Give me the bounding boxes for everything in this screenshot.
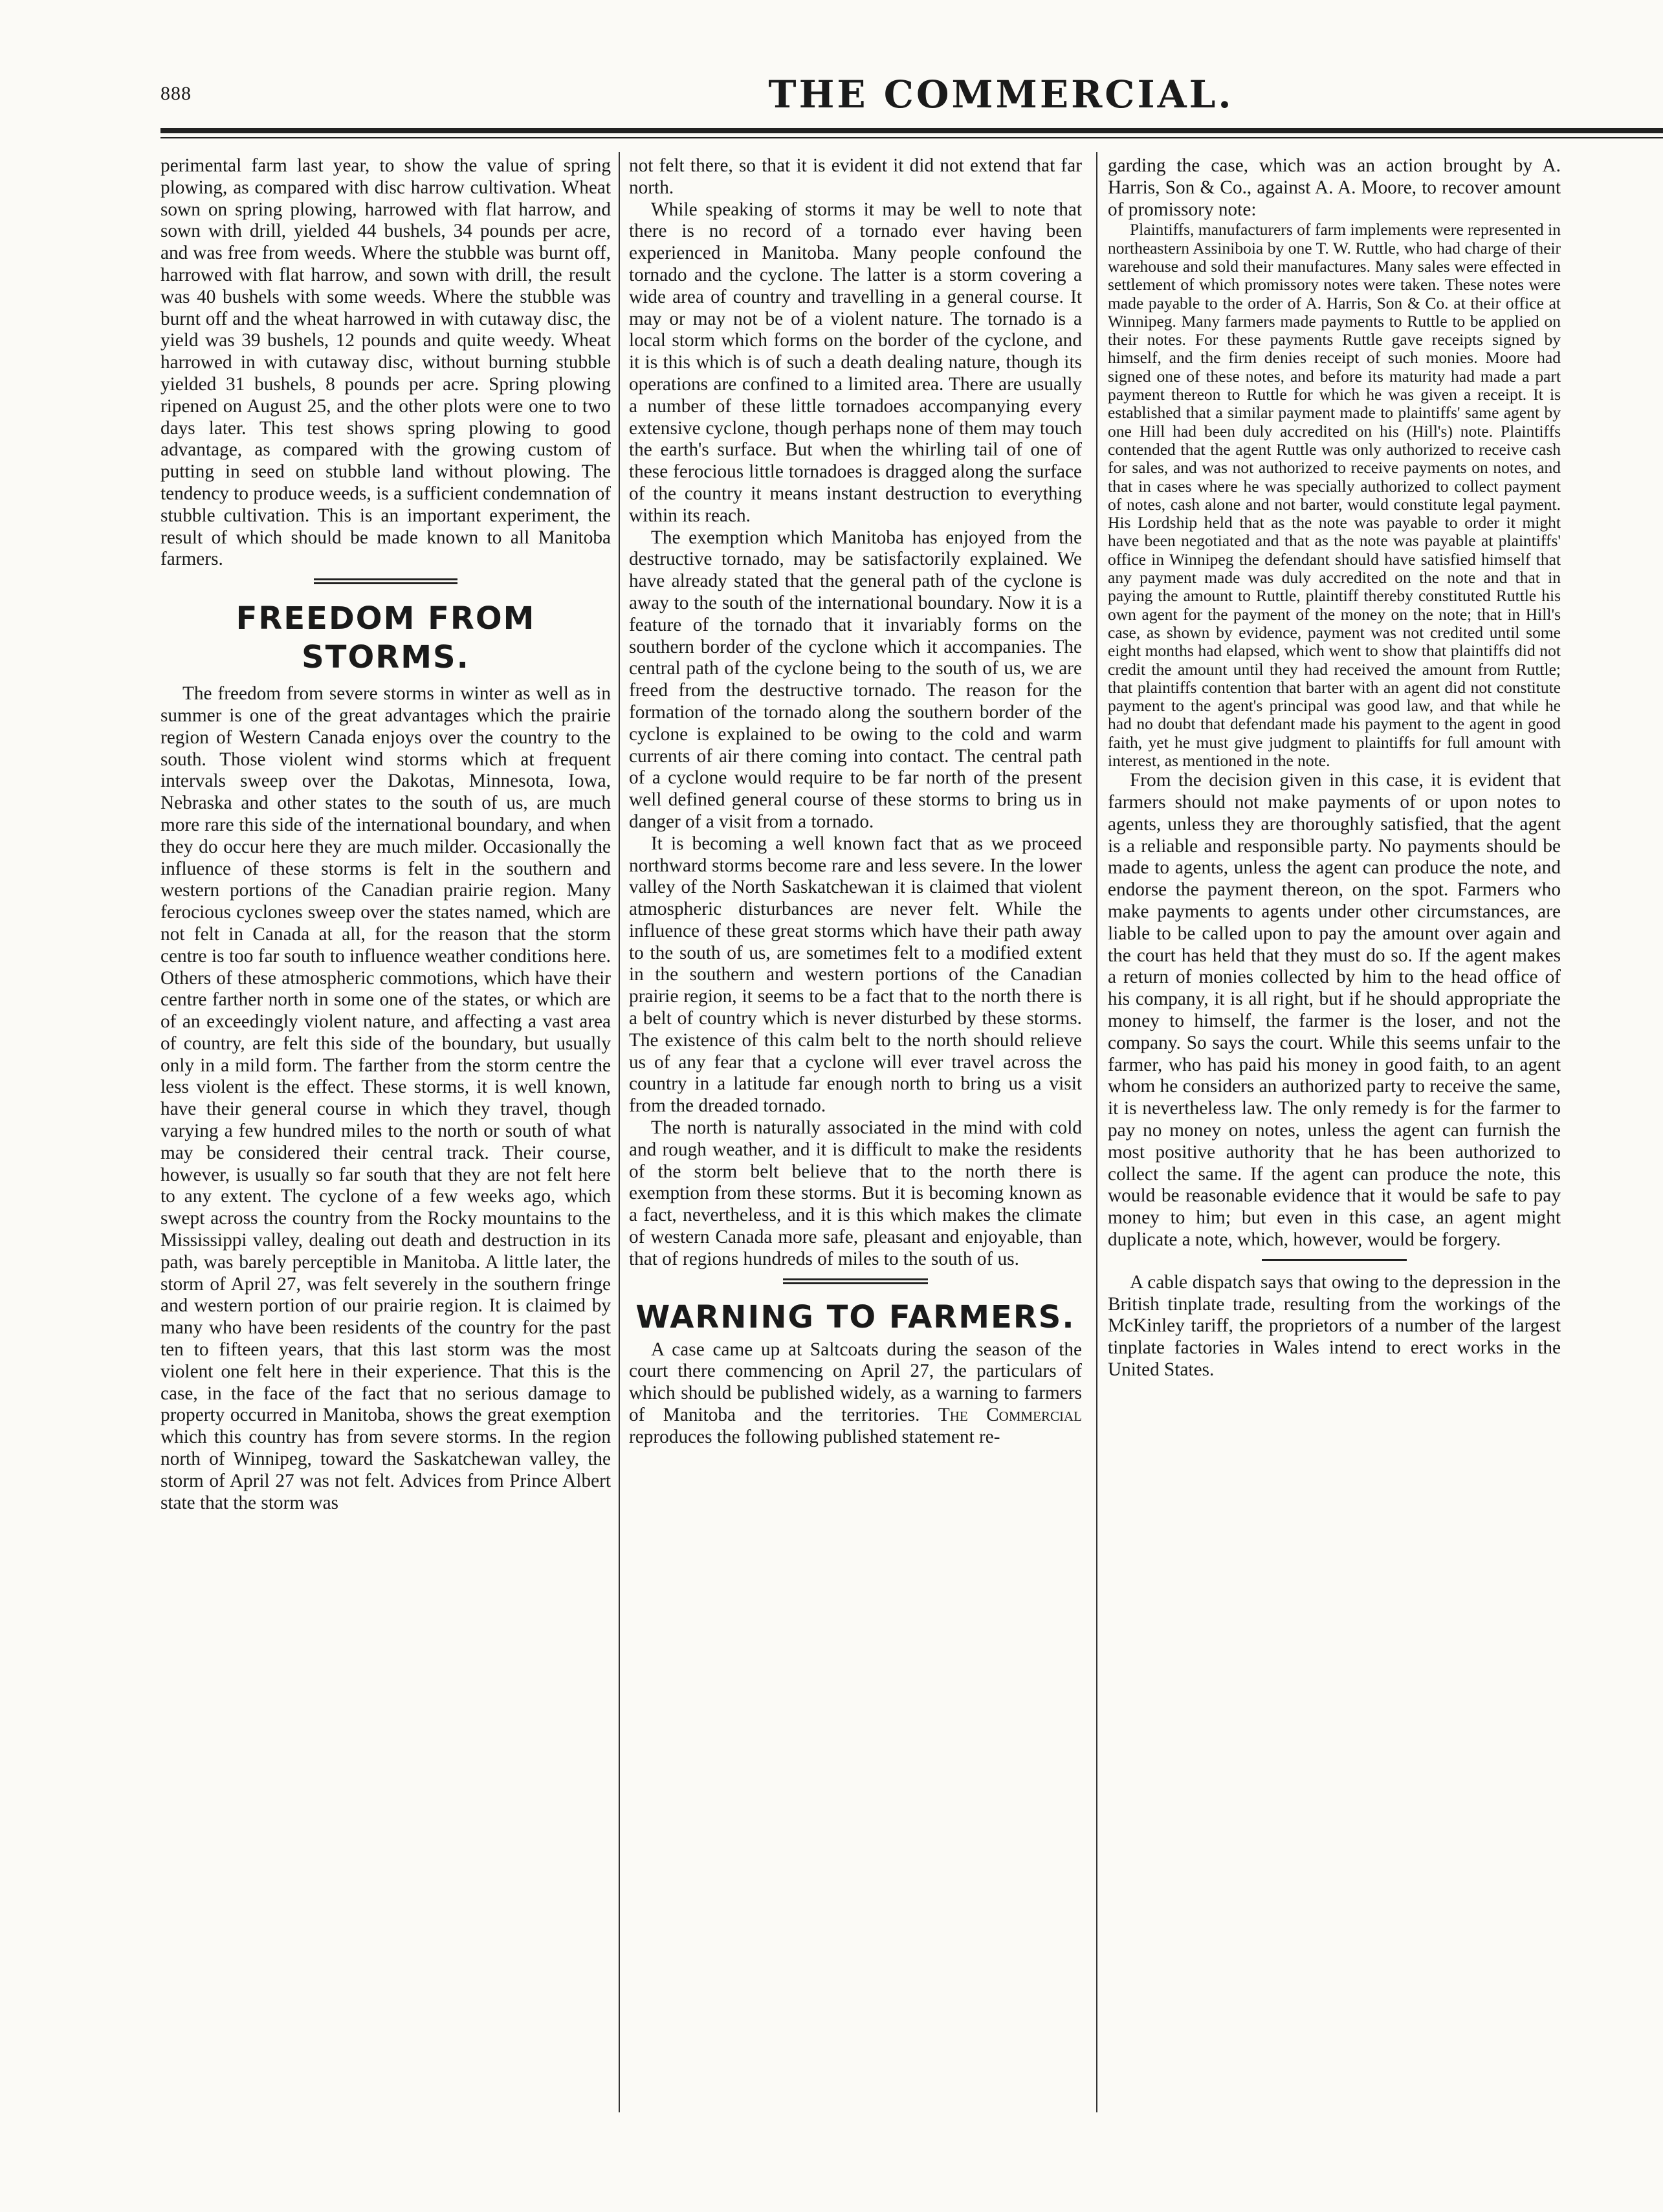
storms-paragraph-2: not felt there, so that it is evident it did not extend that far north.	[629, 155, 1082, 198]
court-statement: Plaintiffs, manufacturers of farm implements were represented in northeastern Assiniboia by one T. W. Ruttle, who had charge of their warehouse and sold their manufactures. Many sales were effected in settlement of which promissory notes were taken. These notes were made payable to the order of A. Harris, Son & Co. at their office at Winnipeg. Many farmers made payments to Ruttle to be applied on their notes. For these payments Ruttle gave receipts signed by himself, and the firm denies receipt of such monies. Moore had signed one of these notes, and before its maturity had made a part payment thereon to Ruttle for which he was given a receipt. It is established that a similar payment made to plaintiffs' same agent by one Hill had been duly accredited on his (Hill's) note. Plaintiffs contended that the agent Ruttle was only authorized to receive cash for sales, and was not authorized to receive payments on notes, and that in cases where he was specially authorized to collect payment of notes, cash alone and not barter, would constitute legal payment. His Lordship held that as the note was payable to order it might have been negotiated and that as the note was payable at plaintiffs' office in Winnipeg the defendant should have satisfied himself that any payment made was duly accredited on the note and that in paying the amount to Ruttle, plaintiff thereby constituted Ruttle his own agent for the payment of the money on the note; that in Hill's case, as shown by evidence, payment was not credited until some eight months had elapsed, which went to show that plaintiffs did not credit the amount until they had received the amount from Ruttle; that plaintiffs contention that barter with an agent did not constitute payment to the agent's principal was good law, and that while he had no doubt that defendant made his payment to the agent in good faith, yet he must give judgment to plaintiffs for full amount with interest, as mentioned in the note.	[1108, 220, 1561, 770]
storms-paragraph-4: The exemption which Manitoba has enjoyed from the destructive tornado, may be satisfactorily explained. We have already stated that the general path of the cyclone is away to the south of the international boundary. Now it is a feature of the tornado that it invariably forms on the southern border of the cyclone which it accompanies. The central path of the cyclone being to the south of us, we are freed from the destructive tornado. The reason for the formation of the tornado along the southern border of the cyclone is explained to be owing to the cold and warm currents of air there coming into contact. The central path of a cyclone would require to be far north of the present well defined general course of these storms to bring us in danger of a visit from a tornado.	[629, 527, 1082, 832]
section-separator	[629, 1271, 1082, 1291]
warning-text-before: A case came up at Saltcoats during the season of the court there commencing on April 27, the particulars of which should be published widely, as a warning to farmers of Manitoba and the territories.	[629, 1339, 1082, 1426]
column-2	[629, 155, 1082, 2167]
storms-paragraph-5: It is becoming a well known fact that as we proceed northward storms become rare and less severe. In the lower valley of the North Saskatchewan it is claimed that violent atmospheric disturbances are never felt. While the influence of these great storms which have their path away to the south of us, are sometimes felt to a modified extent in the southern and western portions of the Canadian prairie region, it seems to be a fact that to the north there is a belt of country which is never disturbed by these storms. The existence of this calm belt to the north should relieve us of any fear that a cyclone will ever travel across the country in a latitude far enough north to bring us a visit from the dreaded tornado.	[629, 833, 1082, 1117]
column-3	[1108, 155, 1561, 2167]
warning-paragraph-2: garding the case, which was an action brought by A. Harris, Son & Co., against A. A. Moore, to recover amount of promissory note:	[1108, 155, 1561, 220]
warning-text-after: reproduces the following published statement re-	[629, 1426, 1000, 1447]
tinplate-news-item: A cable dispatch says that owing to the depression in the British tinplate trade, resulting from the workings of the McKinley tariff, the proprietors of a number of the largest tinplate factories in Wales intend to erect works in the United States.	[1108, 1271, 1561, 1381]
column-rule-1	[619, 152, 620, 2112]
farm-experiment-paragraph: perimental farm last year, to show the value of spring plowing, as compared with disc harrow cultivation. Wheat sown on spring plowing, harrowed with flat harrow, and sown with drill, yielded 44 bushels, 34 pounds per acre, and was free from weeds. Where the stubble was burnt off, harrowed with flat harrow, and sown with drill, the result was 40 bushels with some weeds. Where the stubble was burnt off and the wheat harrowed in with cutaway disc, the yield was 39 bushels, 12 pounds and quite weedy. Wheat harrowed in with cutaway disc, without burning stubble yielded 31 bushels, 8 pounds per acre. Spring plowing ripened on August 25, and the other plots were one to two days later. This test shows spring plowing to good advantage, as compared with the growing custom of putting in seed on stubble land without plowing. The tendency to produce weeds, is a sufficient condemnation of stubble cultivation. This is an important experiment, the result of which should be made known to all Manitoba farmers.	[160, 155, 611, 570]
newspaper-title: THE COMMERCIAL.	[768, 72, 1234, 116]
storms-paragraph-1: The freedom from severe storms in winter as well as in summer is one of the great advantages which the prairie region of Western Canada enjoys over the country to the south. Those violent wind storms which at frequent intervals sweep over the Dakotas, Minnesota, Iowa, Nebraska and other states to the south of us, are much more rare this side of the international boundary, and when they do occur here they are much milder. Occasionally the influence of these storms is felt in the southern and western portions of the Canadian prairie region. Many ferocious cyclones sweep over the states named, which are not felt in Canada at all, for the reason that the storm centre is too far south to influence weather conditions here. Others of these atmospheric commotions, which have their centre farther north in some one of the states, or which are of an exceedingly violent nature, and affecting a vast area of country, are felt this side of the boundary, but usually only in a mild form. The farther from the storm centre the less violent is the effect. These storms, it is well known, have their general course in which they travel, though varying a few hundred miles to the north or south of what may be considered their central track. Their course, however, is usually so far south that they are not felt here to any extent. The cyclone of a few weeks ago, which swept across the country from the Rocky mountains to the Mississippi valley, dealing out death and destruction in its path, was barely perceptible in Manitoba. A little later, the storm of April 27, was felt severely in the southern fringe and western portion of our prairie region. It is claimed by many who have been residents of the country for the past ten to fifteen years, that this last storm was the most violent one felt here in their experience. That this is the case, in the face of the fact that no serious damage to property occurred in Manitoba, shows the great exemption which this country has from severe storms. In the region north of Winnipeg, toward the Saskatchewan valley, the storm of April 27 was not felt. Advices from Prince Albert state that the storm was	[160, 683, 611, 1513]
storms-paragraph-6: The north is naturally associated in the mind with cold and rough weather, and it is difficult to make the residents of the storm belt believe that to the north there is exemption from these storms. But it is becoming known as a fact, nevertheless, and it is this which makes the climate of western Canada more safe, pleasant and enjoyable, than that of regions hundreds of miles to the south of us.	[629, 1117, 1082, 1269]
column-1	[160, 155, 611, 2167]
warning-paragraph-3: From the decision given in this case, it is evident that farmers should not make payments of or upon notes to agents, unless they are thoroughly satisfied, that the agent is a reliable and responsible party. No payments should be made to agents, unless the agent can produce the note, and endorse the payment thereon, on the spot. Farmers who make payments to agents under other circumstances, are liable to be called upon to pay the amount over again and the court has held that they must do so. If the agent makes a return of monies collected by him to the head office of his company, it is all right, but if he should appropriate the money to himself, the farmer is the loser, and not the company. So says the court. While this seems unfair to the farmer, who has paid his money in good faith, to an agent whom he considers an authorized party to receive the same, it is nevertheless law. The only remedy is for the farmer to pay no money on notes, unless the agent can furnish the most positive authority that he has been authorized to collect the same. If the agent can produce the note, this would be reasonable evidence that it would be safe to pay money to him; but even in this case, an agent might duplicate a note, which, however, would be forgery.	[1108, 770, 1561, 1251]
page-number: 888	[160, 83, 192, 104]
warning-paragraph-1	[629, 1339, 1082, 1449]
header-rule-thick	[160, 128, 1663, 133]
section-separator	[160, 571, 611, 591]
header-rule-thin	[160, 137, 1663, 138]
publication-name: The Commercial	[938, 1405, 1082, 1426]
masthead	[0, 0, 1663, 129]
heading-warning-to-farmers: WARNING TO FARMERS.	[635, 1298, 1075, 1335]
storms-paragraph-3: While speaking of storms it may be well to note that there is no record of a tornado ever having been experienced in Manitoba. Many people confound the tornado and the cyclone. The latter is a storm covering a wide area of country and travelling in a general course. It may or may not be of a violent nature. The tornado is a local storm which forms on the border of the cyclone, and it is this which is of such a death dealing nature, though its operations are confined to a limited area. There are usually a number of these little tornadoes accompanying every extensive cyclone, though perhaps none of them may touch the earth's surface. But when the whirling tail of one of these ferocious little tornadoes is dragged along the surface of the country it means instant destruction to everything within its reach.	[629, 199, 1082, 526]
item-separator	[1108, 1251, 1561, 1272]
column-rule-2	[1096, 152, 1097, 2112]
heading-freedom-from-storms: FREEDOM FROM STORMS.	[236, 600, 536, 676]
